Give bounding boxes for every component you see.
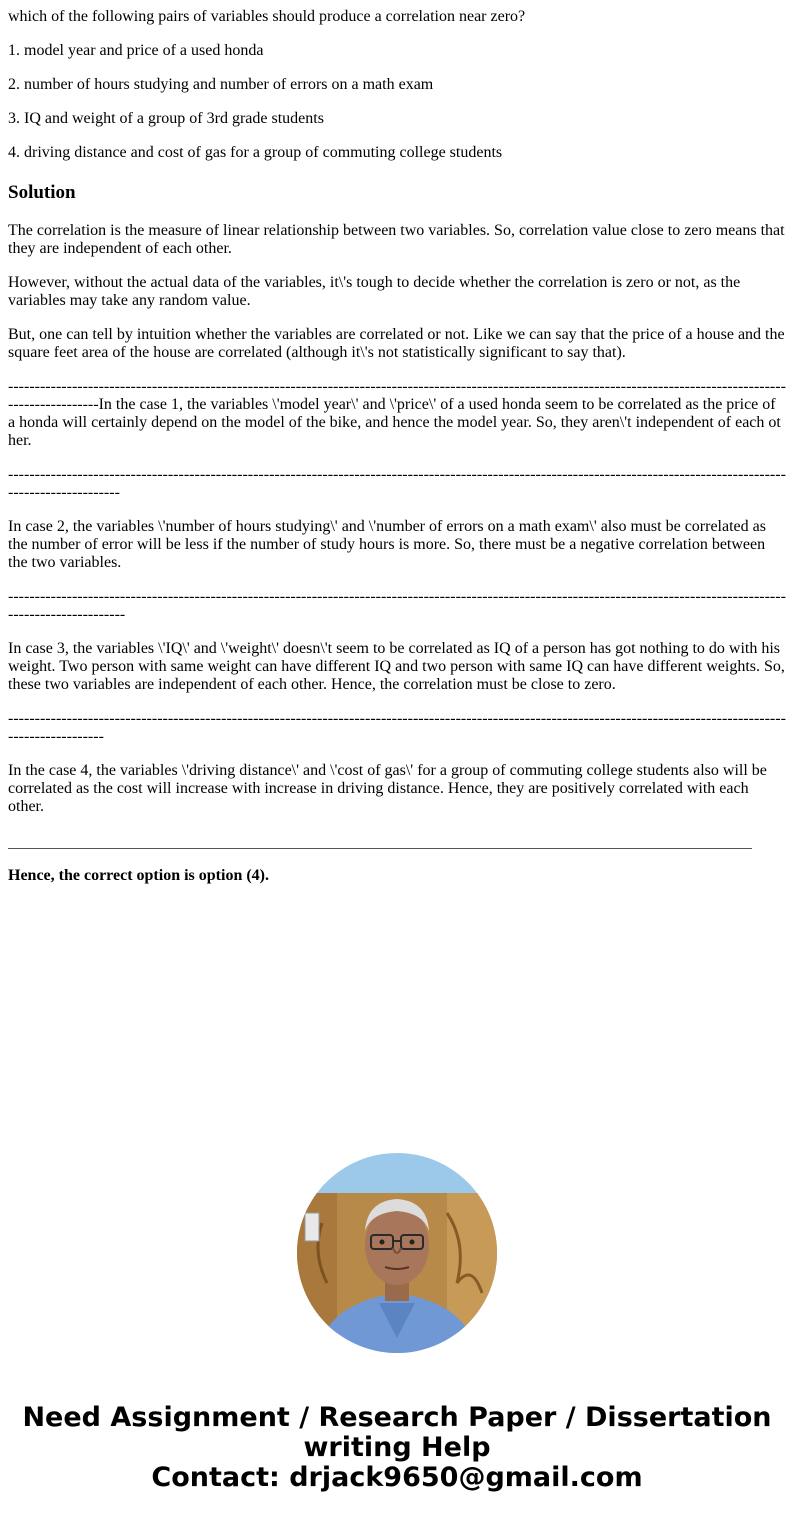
horizontal-rule — [8, 848, 752, 849]
solution-paragraph-2: However, without the actual data of the variables, it\'s tough to decide whether the correlation is zero or not, as the variables may take any random value. — [8, 274, 741, 309]
case-3-text: In case 3, the variables \'IQ\' and \'weight\' doesn\'t seem to be correlated as IQ of a person has got nothing to do with his weight. Two person with same weight can have different IQ and two person with same IQ can have different weights. So, these two variables are independent of each other. Hence, the correlation must be close to zero. — [8, 640, 785, 693]
separator-3: -------------------------------------------------------------------------------------------------------------------------------------------------------------------- — [8, 710, 786, 745]
conclusion: Hence, the correct option is option (4). — [8, 867, 269, 884]
case-1-text: -------------------------------------------------------------------------------------------------------------------------------------------------------------------In the case 1, the variables \'model year\' and \'price\' of a used honda seem to be correlated as the price of a honda will certainly depend on the model of the bike, and hence the model year. So, they aren\'t independent of each other. — [8, 378, 786, 449]
promo-banner — [0, 1403, 794, 1493]
author-portrait-image — [297, 1153, 497, 1353]
separator-1: ----------------------------------------------------------------------------------------------------------------------------------------------------------------------- — [8, 466, 786, 501]
solution-paragraph-3: But, one can tell by intuition whether the variables are correlated or not. Like we can say that the price of a house and the square feet area of the house are correlated (although it\'s not statistically significant to say that). — [8, 326, 785, 361]
solution-paragraph-1: The correlation is the measure of linear relationship between two variables. So, correlation value close to zero means that they are independent of each other. — [8, 222, 785, 257]
option-1: 1. model year and price of a used honda — [8, 42, 264, 59]
question-prompt: which of the following pairs of variables should produce a correlation near zero? — [8, 8, 526, 25]
option-3: 3. IQ and weight of a group of 3rd grade students — [8, 110, 324, 127]
case-2-text: In case 2, the variables \'number of hours studying\' and \'number of errors on a math exam\' also must be correlated as the number of error will be less if the number of study hours is more. So, there must be a negative correlation between the two variables. — [8, 518, 766, 571]
separator-2: ------------------------------------------------------------------------------------------------------------------------------------------------------------------------ — [8, 588, 786, 623]
case-4-text: In the case 4, the variables \'driving distance\' and \'cost of gas\' for a group of commuting college students also will be correlated as the cost will increase with increase in driving distance. Hence, they are positively correlated with each other. — [8, 762, 767, 815]
banner-line-1: Need Assignment / Research Paper / Dissertation — [22, 1402, 772, 1433]
banner-contact: Contact: drjack9650@gmail.com — [151, 1462, 643, 1493]
banner-line-2: writing Help — [303, 1432, 491, 1463]
option-4: 4. driving distance and cost of gas for a group of commuting college students — [8, 144, 503, 161]
solution-heading: Solution — [8, 182, 76, 203]
author-avatar — [297, 1153, 497, 1353]
option-2: 2. number of hours studying and number of errors on a math exam — [8, 76, 434, 93]
